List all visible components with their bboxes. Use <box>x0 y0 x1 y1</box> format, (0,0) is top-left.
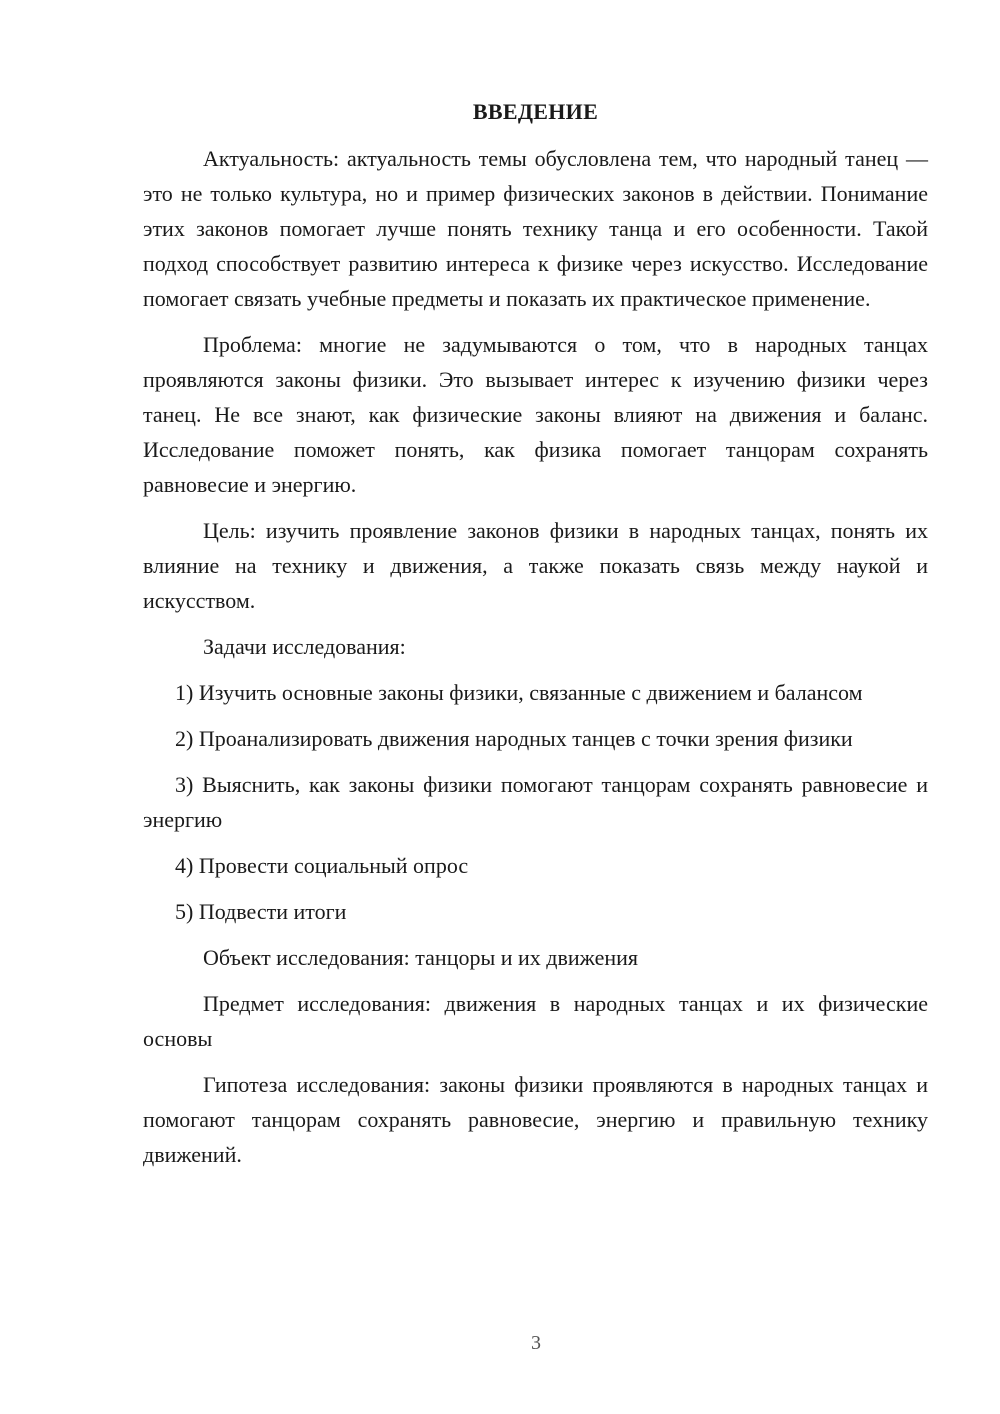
page-content <box>143 94 928 1183</box>
task-item-4: 4) Провести социальный опрос <box>175 853 469 878</box>
page-title: ВВЕДЕНИЕ <box>472 99 599 124</box>
object-paragraph: Объект исследования: танцоры и их движения <box>203 945 638 970</box>
task-item-5: 5) Подвести итоги <box>175 899 347 924</box>
relevance-paragraph: Актуальность: актуальность темы обусловлена тем, что народный танец — это не только культура, но и пример физических законов в действии. Понимание этих законов помогает лучше понять технику танца и его особенности. Такой подход способствует развитию интереса к физике через искусство. Исследование помогает связать учебные предметы и показать их практическое применение. <box>143 146 928 311</box>
task-item-1: 1) Изучить основные законы физики, связанные с движением и балансом <box>175 680 863 705</box>
problem-paragraph: Проблема: многие не задумываются о том, что в народных танцах проявляются законы физики. Это вызывает интерес к изучению физики через танец. Не все знают, как физические законы влияют на движения и баланс. Исследование поможет понять, как физика помогает танцорам сохранять равновесие и энергию. <box>143 332 928 497</box>
goal-paragraph: Цель: изучить проявление законов физики в народных танцах, понять их влияние на технику и движения, а также показать связь между наукой и искусством. <box>143 518 928 613</box>
task-item-3: 3) Выяснить, как законы физики помогают танцорам сохранять равновесие и энергию <box>143 772 928 832</box>
task-item-2: 2) Проанализировать движения народных танцев с точки зрения физики <box>175 726 853 751</box>
hypothesis-paragraph: Гипотеза исследования: законы физики проявляются в народных танцах и помогают танцорам сохранять равновесие, энергию и правильную технику движений. <box>143 1072 928 1167</box>
tasks-heading: Задачи исследования: <box>203 634 406 659</box>
page-number: 3 <box>531 1332 541 1354</box>
subject-paragraph: Предмет исследования: движения в народных танцах и их физические основы <box>143 991 928 1051</box>
